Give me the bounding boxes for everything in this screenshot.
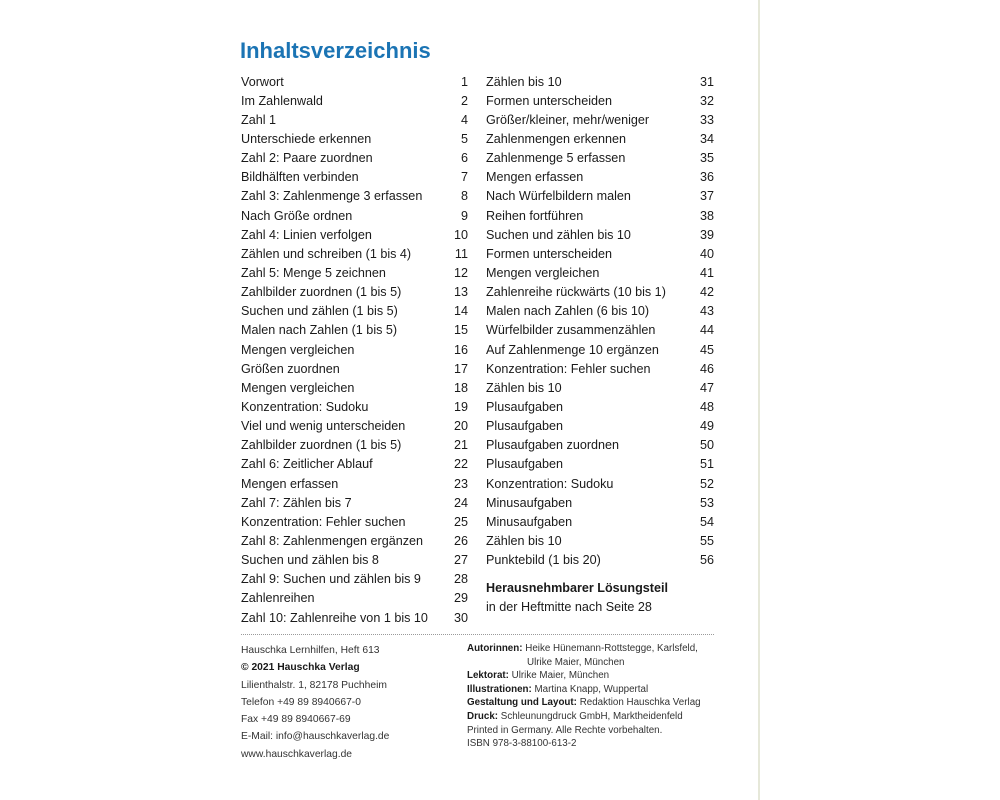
authors-line [467, 642, 701, 656]
toc-entry-page: 13 [453, 285, 468, 300]
toc-entry-title: Zahl 6: Zeitlicher Ablauf [241, 457, 373, 472]
toc-entry-page: 48 [699, 399, 714, 414]
toc-entry-page: 45 [699, 342, 714, 357]
toc-entry-page: 26 [453, 533, 468, 548]
website-line: www.hauschkaverlag.de [241, 748, 353, 760]
authors-label: Autorinnen: [467, 643, 523, 654]
toc-entry [241, 321, 468, 340]
toc-entry-title: Suchen und zählen (1 bis 5) [241, 304, 398, 319]
toc-entry-page: 55 [699, 533, 714, 548]
authors-value-2: Ulrike Maier, München [527, 656, 625, 668]
toc-entry [486, 110, 714, 129]
toc-entry [486, 206, 714, 225]
toc-entry [486, 378, 714, 397]
toc-entry-title: Zahl 7: Zählen bis 7 [241, 495, 352, 510]
toc-entry-page: 43 [699, 304, 714, 319]
toc-entry-page: 46 [699, 361, 714, 376]
toc-entry-title: Bildhälften verbinden [241, 170, 359, 185]
toc-entry [241, 168, 468, 187]
toc-entry-title: Mengen erfassen [486, 170, 584, 185]
toc-entry-title: Zählen und schreiben (1 bis 4) [241, 246, 412, 261]
toc-entry-page: 38 [699, 208, 714, 223]
toc-entry-page: 20 [453, 419, 468, 434]
toc-entry [241, 302, 468, 321]
toc-entry [486, 168, 714, 187]
editing-label: Lektorat: [467, 670, 509, 682]
toc-left-column [241, 72, 468, 627]
illustrations-line [467, 683, 701, 697]
authors-line-2 [467, 656, 701, 670]
toc-entry-title: Plusaufgaben [486, 399, 564, 414]
toc-entry-title: Zählen bis 10 [486, 533, 562, 548]
toc-entry [486, 397, 714, 416]
toc-entry-title: Plusaufgaben [486, 419, 564, 434]
toc-entry-page: 29 [453, 591, 468, 606]
toc-entry-title: Zahl 2: Paare zuordnen [241, 151, 373, 166]
toc-entry-title: Mengen vergleichen [241, 380, 355, 395]
toc-entry-page: 35 [699, 151, 714, 166]
toc-entry-title: Konzentration: Sudoku [241, 399, 369, 414]
page-title: Inhaltsverzeichnis [240, 38, 431, 63]
toc-entry-title: Zahlenmengen erkennen [486, 131, 627, 146]
toc-entry [241, 417, 468, 436]
solutions-heading: Herausnehmbarer Lösungsteil [486, 581, 668, 596]
toc-entry-page: 1 [460, 74, 468, 89]
toc-entry-page: 17 [453, 361, 468, 376]
toc-entry-page: 24 [453, 495, 468, 510]
toc-entry-title: Nach Würfelbildern malen [486, 189, 631, 204]
illustrations-label: Illustrationen: [467, 683, 532, 695]
toc-entry [486, 531, 714, 550]
toc-right-column [486, 72, 714, 617]
toc-entry-page: 22 [453, 457, 468, 472]
toc-entry-title: Würfelbilder zusammenzählen [486, 323, 656, 338]
toc-entry-page: 25 [453, 514, 468, 529]
toc-entry-title: Plusaufgaben [486, 457, 564, 472]
address-line: Lilienthalstr. 1, 82178 Puchheim [241, 679, 387, 691]
toc-entry-page: 6 [460, 151, 468, 166]
toc-entry [486, 149, 714, 168]
toc-entry-title: Plusaufgaben zuordnen [486, 438, 620, 453]
toc-entry-title: Zahl 8: Zahlenmengen ergänzen [241, 533, 424, 548]
toc-entry-page: 41 [699, 265, 714, 280]
toc-entry [486, 359, 714, 378]
toc-entry-title: Malen nach Zahlen (1 bis 5) [241, 323, 398, 338]
toc-entry [241, 531, 468, 550]
toc-entry-page: 53 [699, 495, 714, 510]
toc-entry-title: Suchen und zählen bis 8 [241, 553, 379, 568]
illustrations-value: Martina Knapp, Wuppertal [534, 683, 649, 695]
toc-entry-title: Unterschiede erkennen [241, 131, 372, 146]
solutions-note: in der Heftmitte nach Seite 28 [486, 600, 652, 615]
toc-entry [486, 91, 714, 110]
toc-entry-title: Konzentration: Fehler suchen [486, 361, 651, 376]
toc-entry-page: 50 [699, 438, 714, 453]
series-line: Hauschka Lernhilfen, Heft 613 [241, 645, 380, 656]
toc-entry-title: Zahlenreihen [241, 591, 315, 606]
toc-entry-page: 39 [699, 227, 714, 242]
toc-entry-title: Zahlbilder zuordnen (1 bis 5) [241, 285, 402, 300]
print-value: Schleunungdruck GmbH, Marktheidenfeld [500, 710, 683, 722]
toc-entry-page: 28 [453, 572, 468, 587]
toc-entry-title: Konzentration: Sudoku [486, 476, 614, 491]
design-value: Redaktion Hauschka Verlag [579, 697, 701, 709]
toc-entry-title: Zahlenreihe rückwärts (10 bis 1) [486, 285, 666, 300]
toc-entry [486, 263, 714, 282]
toc-entry-page: 21 [453, 438, 468, 453]
toc-entry-title: Größen zuordnen [241, 361, 340, 376]
toc-entry-title: Reihen fortführen [486, 208, 584, 223]
toc-entry [241, 129, 468, 148]
toc-entry-title: Formen unterscheiden [486, 93, 613, 108]
editing-value: Ulrike Maier, München [511, 670, 610, 682]
toc-entry [241, 283, 468, 302]
design-label: Gestaltung und Layout: [467, 697, 577, 709]
toc-entry-page: 37 [699, 189, 714, 204]
toc-entry-page: 10 [453, 227, 468, 242]
toc-entry-title: Zählen bis 10 [486, 380, 562, 395]
toc-entry-page: 8 [460, 189, 468, 204]
toc-entry [486, 436, 714, 455]
toc-entry-page: 54 [699, 514, 714, 529]
toc-entry-title: Zahl 10: Zahlenreihe von 1 bis 10 [241, 610, 428, 625]
toc-entry-title: Zahl 3: Zahlenmenge 3 erfassen [241, 189, 423, 204]
toc-entry-title: Mengen vergleichen [486, 265, 600, 280]
toc-entry-page: 40 [699, 246, 714, 261]
toc-entry-page: 52 [699, 476, 714, 491]
toc-entry [241, 512, 468, 531]
toc-entry-page: 5 [460, 131, 468, 146]
authors-value-1: Heike Hünemann-Rottstegge, Karlsfeld, [525, 643, 698, 654]
toc-entry [486, 340, 714, 359]
toc-entry-page: 7 [460, 170, 468, 185]
page-edge [758, 0, 760, 800]
design-line [467, 696, 701, 710]
toc-entry-title: Konzentration: Fehler suchen [241, 514, 406, 529]
toc-entry-title: Zahl 5: Menge 5 zeichnen [241, 265, 386, 280]
toc-entry [486, 72, 714, 91]
toc-entry [486, 474, 714, 493]
toc-entry-title: Punktebild (1 bis 20) [486, 553, 601, 568]
toc-entry-page: 18 [453, 380, 468, 395]
toc-entry-title: Viel und wenig unterscheiden [241, 419, 406, 434]
toc-entry-page: 15 [453, 323, 468, 338]
toc-entry [241, 340, 468, 359]
toc-entry-title: Formen unterscheiden [486, 246, 613, 261]
isbn-line: ISBN 978-3-88100-613-2 [467, 738, 577, 750]
toc-entry-title: Mengen erfassen [241, 476, 339, 491]
toc-entry-page: 36 [699, 170, 714, 185]
toc-entry-page: 4 [460, 112, 468, 127]
toc-entry [486, 417, 714, 436]
toc-entry-page: 14 [453, 304, 468, 319]
toc-entry-title: Auf Zahlenmenge 10 ergänzen [486, 342, 659, 357]
toc-entry-title: Größer/kleiner, mehr/weniger [486, 112, 650, 127]
toc-entry-page: 30 [453, 610, 468, 625]
toc-entry-title: Nach Größe ordnen [241, 208, 353, 223]
toc-entry [486, 129, 714, 148]
toc-entry-page: 2 [460, 93, 468, 108]
toc-entry-title: Zahl 9: Suchen und zählen bis 9 [241, 572, 421, 587]
toc-entry [486, 283, 714, 302]
toc-entry-page: 27 [453, 553, 468, 568]
toc-entry [486, 493, 714, 512]
toc-entry [241, 455, 468, 474]
toc-entry-title: Vorwort [241, 74, 284, 89]
toc-entry [241, 225, 468, 244]
toc-entry-title: Mengen vergleichen [241, 342, 355, 357]
toc-entry [241, 397, 468, 416]
toc-entry [241, 110, 468, 129]
toc-entry [241, 551, 468, 570]
toc-entry [241, 436, 468, 455]
toc-entry [486, 321, 714, 340]
toc-entry [486, 551, 714, 570]
fax-line: Fax +49 89 8940667-69 [241, 714, 351, 726]
toc-entry [241, 263, 468, 282]
toc-entry [241, 570, 468, 589]
toc-entry [241, 206, 468, 225]
toc-entry-page: 19 [453, 399, 468, 414]
toc-entry-title: Minusaufgaben [486, 495, 573, 510]
toc-entry [486, 302, 714, 321]
toc-entry [241, 72, 468, 91]
toc-entry-page: 11 [454, 246, 468, 261]
toc-entry-title: Zahlenmenge 5 erfassen [486, 151, 626, 166]
print-label: Druck: [467, 710, 499, 722]
imprint-publisher [241, 642, 389, 763]
toc-entry [241, 244, 468, 263]
toc-entry [486, 225, 714, 244]
toc-entry-page: 49 [699, 419, 714, 434]
toc-entry-title: Zählen bis 10 [486, 74, 562, 89]
toc-entry [241, 91, 468, 110]
toc-entry-page: 16 [453, 342, 468, 357]
toc-entry-title: Zahl 4: Linien verfolgen [241, 227, 372, 242]
toc-entry [241, 149, 468, 168]
toc-entry-page: 47 [699, 380, 714, 395]
toc-entry [486, 512, 714, 531]
toc-entry-page: 23 [453, 476, 468, 491]
toc-entry-page: 44 [699, 323, 714, 338]
toc-entry [241, 474, 468, 493]
toc-entry-page: 31 [699, 74, 714, 89]
toc-entry-page: 33 [699, 112, 714, 127]
toc-entry [241, 359, 468, 378]
toc-entry-page: 51 [699, 457, 714, 472]
toc-entry [241, 493, 468, 512]
print-line [467, 710, 701, 724]
toc-entry-page: 32 [699, 93, 714, 108]
editing-line [467, 669, 701, 683]
toc-entry-page: 34 [699, 131, 714, 146]
toc-entry [486, 187, 714, 206]
toc-entry [241, 608, 468, 627]
toc-entry [486, 455, 714, 474]
toc-entry [241, 187, 468, 206]
toc-entry-title: Zahl 1 [241, 112, 277, 127]
toc-entry [241, 589, 468, 608]
phone-line: Telefon +49 89 8940667-0 [241, 696, 361, 708]
divider [241, 634, 714, 635]
toc-entry [486, 244, 714, 263]
copyright-line: © 2021 Hauschka Verlag [241, 662, 360, 674]
toc-entry-title: Im Zahlenwald [241, 93, 323, 108]
toc-entry-page: 9 [460, 208, 468, 223]
email-line: E-Mail: info@hauschkaverlag.de [241, 731, 390, 743]
toc-entry-title: Zahlbilder zuordnen (1 bis 5) [241, 438, 402, 453]
toc-entry-page: 12 [453, 265, 468, 280]
toc-entry-title: Malen nach Zahlen (6 bis 10) [486, 304, 650, 319]
toc-entry-page: 56 [699, 553, 714, 568]
imprint-credits [467, 642, 701, 751]
toc-entry-page: 42 [699, 285, 714, 300]
toc-entry-title: Suchen und zählen bis 10 [486, 227, 631, 242]
toc-entry [241, 378, 468, 397]
rights-line: Printed in Germany. Alle Rechte vorbehalten. [467, 724, 663, 736]
toc-entry-title: Minusaufgaben [486, 514, 573, 529]
